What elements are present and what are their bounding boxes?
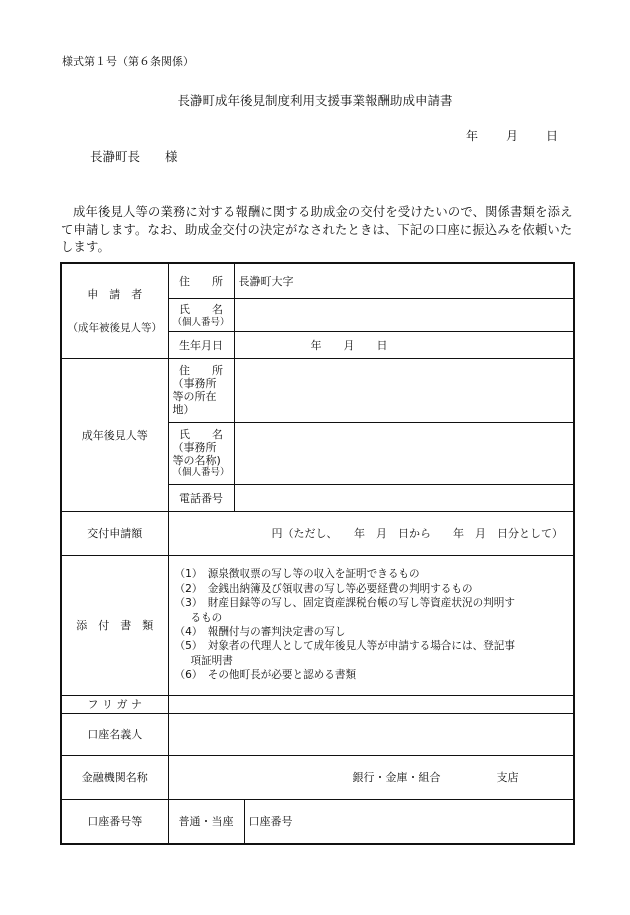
grant-amount-value: 円（ただし、 年 月 日から 年 月 日分として） <box>271 527 563 540</box>
guardian-address-label: 住 所 <box>179 364 223 377</box>
applicant-name-label: 氏 名 <box>179 303 223 316</box>
date-day: 日 <box>546 129 559 143</box>
guardian-phone-field[interactable] <box>234 484 574 511</box>
guardian-address-sub-1: （事務所 <box>172 377 217 390</box>
account-type-value: 普通・当座 <box>178 815 234 829</box>
account-number-caption: 口座番号 <box>248 815 293 829</box>
guardian-label: 成年後見人等 <box>61 358 168 511</box>
application-form-table <box>60 262 575 845</box>
addressee: 長瀞町長 様 <box>90 149 178 164</box>
applicant-address-value: 長瀞町大字 <box>238 274 294 288</box>
furigana-label: フ リ ガ ナ <box>61 695 168 713</box>
attachment-item: （6） その他町長が必要と認める書類 <box>174 669 357 682</box>
attachment-item: （4） 報酬付与の審判決定書の写し <box>174 626 346 638</box>
attachment-item: （5） 対象者の代理人として成年後見人等が申請する場合には、登記事 <box>174 640 515 653</box>
applicant-address-label: 住 所 <box>168 263 234 298</box>
applicant-name-label-cell <box>168 298 234 331</box>
applicant-address-field[interactable] <box>234 263 574 298</box>
account-number-field[interactable] <box>244 799 574 844</box>
attachment-item-continued: るもの <box>190 611 223 624</box>
institution-type: 銀行・金庫・組合 <box>352 771 441 784</box>
attachment-item: （3） 財産目録等の写し、固定資産課税台帳の写し等資産状況の判明す <box>174 597 515 610</box>
applicant-label-cell <box>61 263 168 358</box>
furigana-field[interactable] <box>168 695 574 713</box>
institution-label: 金融機関名称 <box>61 755 168 799</box>
guardian-name-field[interactable] <box>234 422 574 484</box>
attachments-list <box>168 555 574 695</box>
guardian-address-label-cell <box>168 358 234 422</box>
grant-amount-field[interactable] <box>168 511 574 555</box>
document-title: 長瀞町成年後見制度利用支援事業報酬助成申請書 <box>177 93 453 108</box>
body-text: 成年後見人等の業務に対する報酬に関する助成金の交付を受けたいので、関係書類を添えて申請します。なお、助成金交付の決定がなされたときは、下記の口座に振込みを依頼いたします。 <box>61 205 573 254</box>
guardian-name-label-cell <box>168 422 234 484</box>
account-number-label: 口座番号等 <box>61 799 168 844</box>
guardian-address-sub-2: 等の所在 <box>172 390 217 403</box>
guardian-address-sub-3: 地） <box>172 403 195 416</box>
applicant-label: 申 請 者 <box>87 288 143 302</box>
guardian-phone-label: 電話番号 <box>168 484 234 511</box>
applicant-name-field[interactable] <box>234 298 574 331</box>
applicant-sublabel: （成年被後見人等） <box>67 322 162 335</box>
guardian-name-sub-1: （事務所 <box>172 441 217 454</box>
applicant-birth-label: 生年月日 <box>168 331 234 358</box>
applicant-birth-field[interactable] <box>234 331 574 358</box>
guardian-name-sub-2: 等の名称) <box>172 454 221 467</box>
applicant-id-label: （個人番号） <box>172 317 230 328</box>
attachment-item-continued: 項証明書 <box>190 654 233 667</box>
attachment-item: （2） 金銭出納簿及び領収書の写し等必要経費の判明するもの <box>174 582 473 595</box>
account-type-field[interactable] <box>168 799 244 844</box>
guardian-id-label: （個人番号） <box>172 467 230 478</box>
date-year: 年 <box>466 129 479 143</box>
account-holder-field[interactable] <box>168 713 574 755</box>
form-number: 様式第１号（第６条関係） <box>62 55 194 68</box>
date-month: 月 <box>506 129 519 143</box>
applicant-birth-value: 年 月 日 <box>310 338 388 352</box>
date-line <box>466 127 558 144</box>
guardian-name-label: 氏 名 <box>179 428 223 441</box>
branch-label: 支店 <box>496 771 519 784</box>
grant-amount-label: 交付申請額 <box>61 511 168 555</box>
attachment-item: （1） 源泉徴収票の写し等の収入を証明できるもの <box>174 568 420 581</box>
institution-field[interactable] <box>168 755 574 799</box>
account-holder-label: 口座名義人 <box>61 713 168 755</box>
guardian-address-field[interactable] <box>234 358 574 422</box>
attachments-label: 添 付 書 類 <box>61 555 168 695</box>
